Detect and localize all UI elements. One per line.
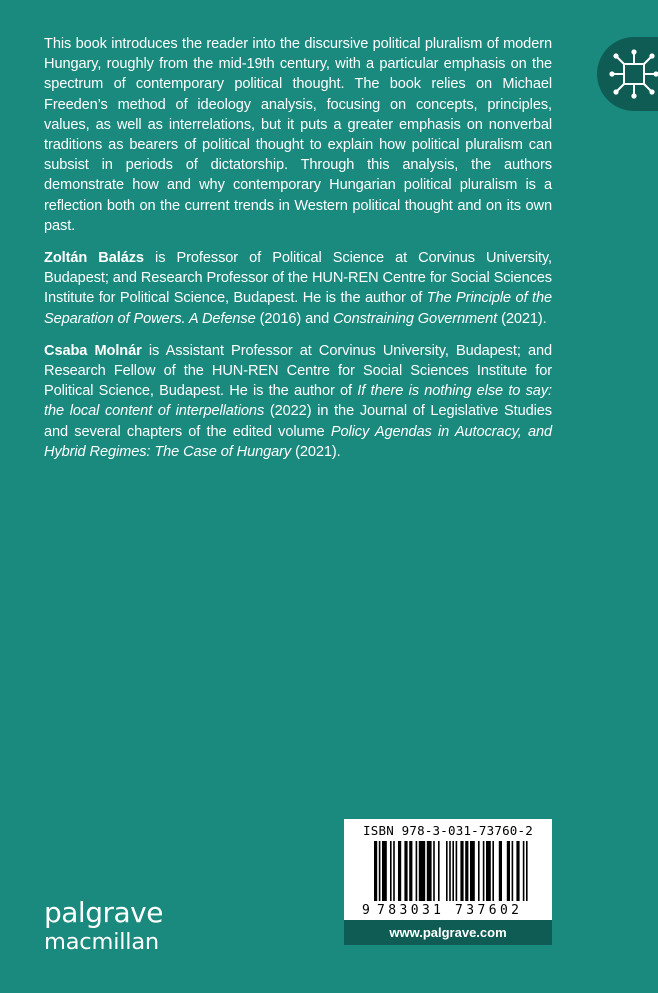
- barcode-bar: [398, 841, 401, 901]
- barcode-bar: [460, 841, 463, 901]
- bio-text: (2016) and: [255, 310, 334, 327]
- bio-text: is Professor of Political Science at Corvinus University, Budapest; and Research Professor of the HUN-REN Centre for Social Sciences Institute for Political Science, Budapest. He is the author of: [44, 250, 552, 307]
- network-square-icon: [606, 46, 658, 102]
- logo-line-macmillan: macmillan: [44, 929, 159, 955]
- barcode-bar: [492, 841, 494, 901]
- book-description: This book introduces the reader into the discursive political pluralism of modern Hungary, roughly from the mid-19th century, with a particular emphasis on the spectrum of contemporary political thought. The book relies on Michael Freeden’s method of ideology analysis, focusing on concepts, principles, values, as well as interrelations, but it puts a greater emphasis on nonverbal traditions as bearers of political thought to explain how political pluralism can subsist in periods of dictatorship. Through this analysis, the authors demonstrate how and why contemporary Hungarian political pluralism is a reflection both on the current trends in Western political thought and on its own past.: [44, 36, 552, 234]
- barcode-bar: [449, 841, 451, 901]
- book-title: The Principle of the Separation of Powers. A Defense: [44, 290, 552, 327]
- barcode-bar: [523, 841, 525, 901]
- barcode-bar: [486, 841, 491, 901]
- barcode-bar: [512, 841, 514, 901]
- bio-text: (2021).: [497, 310, 547, 327]
- isbn-barcode: [344, 819, 552, 920]
- barcode-bar: [456, 841, 458, 901]
- barcode-bar: [419, 841, 425, 901]
- barcode-bar: [393, 841, 395, 901]
- barcode-bar: [446, 841, 448, 901]
- publisher-logo: [44, 896, 163, 955]
- barcode-bar: [382, 841, 387, 901]
- publisher-url: www.palgrave.com: [344, 920, 552, 945]
- barcode-bar: [507, 841, 510, 901]
- barcode-bar: [516, 841, 519, 901]
- author-name: Csaba Molnár: [44, 342, 142, 359]
- barcode-bar: [404, 841, 407, 901]
- author-bio-balazs: [44, 248, 552, 329]
- barcode-bar: [390, 841, 392, 901]
- work-title: Policy Agendas in Autocracy, and Hybrid Regimes: The Case of Hungary: [44, 423, 552, 460]
- barcode-bar: [478, 841, 480, 901]
- isbn-label: ISBN 978-3-031-73760-2: [363, 823, 533, 838]
- barcode-bar: [433, 841, 435, 901]
- barcode-bar: [374, 841, 377, 901]
- author-name: Zoltán Balázs: [44, 250, 144, 267]
- barcode-bar: [452, 841, 454, 901]
- logo-line-palgrave: palgrave: [44, 896, 163, 929]
- barcode-bar: [483, 841, 485, 901]
- barcode-digits-right: 737602: [455, 903, 519, 916]
- barcode-bar: [409, 841, 412, 901]
- book-title: Constraining Government: [333, 310, 498, 327]
- barcode-bar: [427, 841, 432, 901]
- barcode-bar: [379, 841, 381, 901]
- barcode-bar: [438, 841, 440, 901]
- barcode-bar: [416, 841, 418, 901]
- barcode-digits-left: 783031: [377, 903, 441, 916]
- barcode-icon: [360, 841, 538, 916]
- bio-text: (2021).: [291, 443, 341, 460]
- bio-text: is Assistant Professor at Corvinus University, Budapest; and Research Fellow of the HUN-REN Centre for Social Sciences Institute for Political Science, Budapest. He is the author of: [44, 342, 553, 400]
- barcode-bar: [526, 841, 528, 901]
- barcode-bar: [470, 841, 475, 901]
- barcode-bar: [499, 841, 502, 901]
- barcode-bar: [465, 841, 468, 901]
- bio-text: (2022) in the Journal of Legislative Studies and several chapters of the edited volume: [44, 403, 552, 440]
- barcode-digit-lead: 9: [362, 903, 370, 916]
- work-title: If there is nothing else to say: the local content of interpellations: [44, 383, 552, 420]
- author-bio-molnar: [44, 341, 552, 462]
- back-cover-text: [44, 34, 552, 474]
